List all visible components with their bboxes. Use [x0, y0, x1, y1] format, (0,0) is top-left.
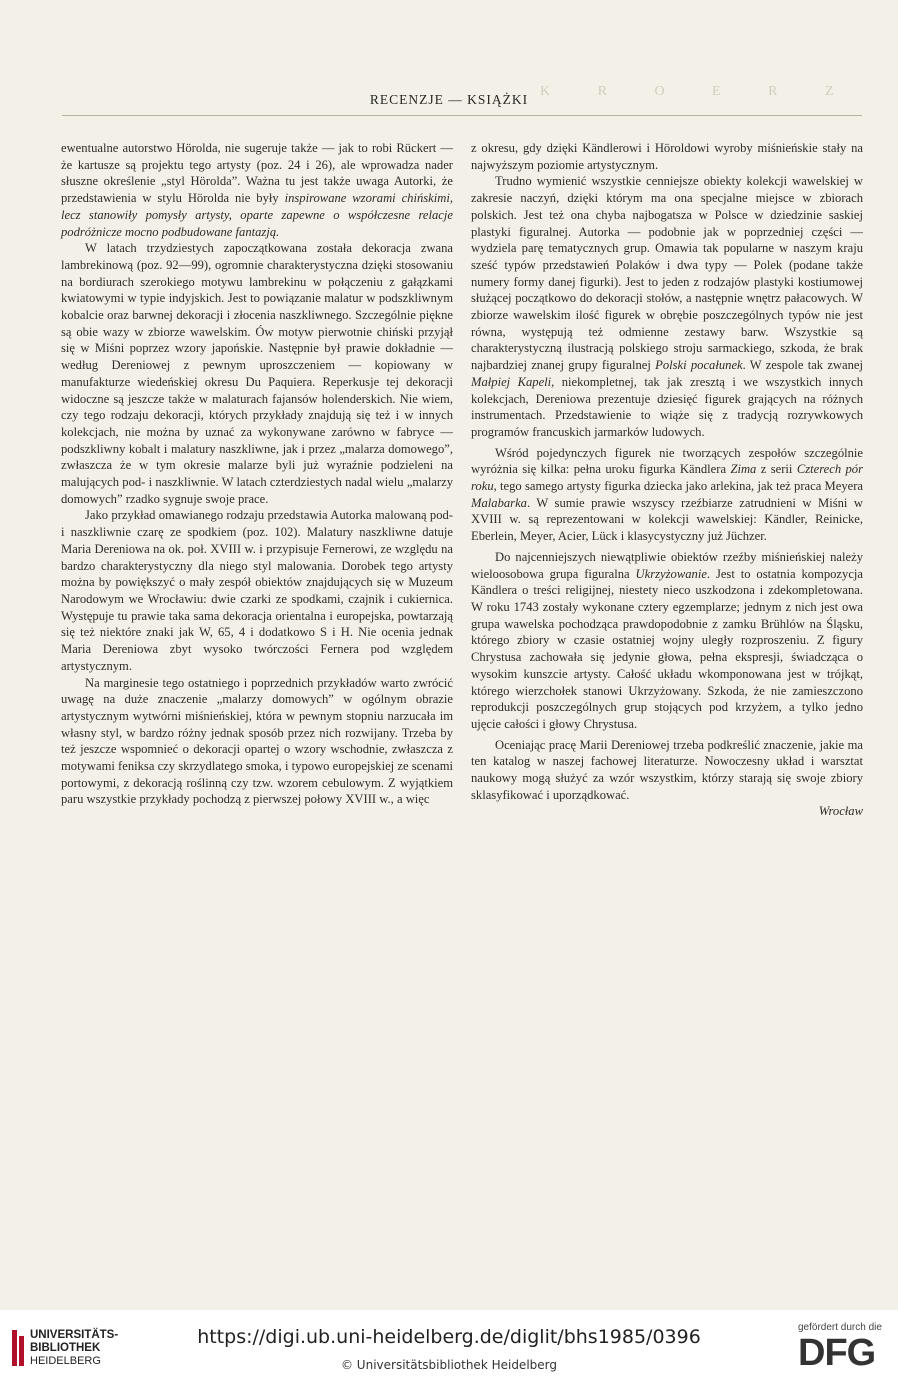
right-paragraph-2: Trudno wymienić wszystkie cenniejsze obiekty kolekcji wawelskiej w zakresie naczyń, dzięki którym ma ona specjalne miejsce w zbiorach polskich. Jest też ona chyba najbogatsza w Polsce w dziedzinie saskiej plastyki figuralnej. Autorka — podobnie jak w poprzedniej części — wydziela parę tematycznych grup. Omawia tak popularne w naszym kraju sześć typów przedstawień Polaków i dwa typy — Polek (podane także numery formy danej figurki). Jest to jeden z rodzajów plastyki kostiumowej służącej początkowo do dekoracji stołów, a następnie wnętrz pałacowych. W zbiorze wawelskim ilość figurek w obrębie poszczególnych typów nie jest równa, występują też odmienne zestawy barw. Wszystkie są charakterystyczną ilustracją polskiego stroju sarmackiego, szkoda, że brak najbardziej znanej grupy figuralnej Polski pocałunek. W zespole tak zwanej Małpiej Kapeli, niekompletnej, tak jak zresztą i we wszystkich innych kolekcjach, Dereniowa prezentuje dziesięć figurek grających na różnych instrumentach. Przedstawienie to wiąże się z tradycją rozrywkowych programów francuskich jarmarków ludowych. [471, 174, 864, 439]
dfg-wordmark: DFG [798, 1332, 876, 1374]
library-name-line-1: UNIVERSITÄTS- [30, 1329, 119, 1341]
viewer-footer [0, 1310, 898, 1382]
library-name-line-3: HEIDELBERG [30, 1355, 101, 1367]
left-column [61, 140, 453, 808]
header-rule [62, 115, 862, 116]
running-head: RECENZJE — KSIĄŻKI [369, 92, 529, 107]
library-name-line-2: BIBLIOTHEK [30, 1342, 101, 1354]
right-paragraph-4: Do najcenniejszych niewątpliwie obiektów rzeźby miśnieńskiej należy wieloosobowa grupa figuralna Ukrzyżowanie. Jest to ostatnia kompozycja Kändlera o treści religijnej, niestety nieco uszkodzona i zdekompletowana. W roku 1743 zostały wykonane cztery egzemplarze; jednym z nich jest owa grupa wawelska pochodząca prawdopodobnie z zamku Brühlów na Śląsku, którego zbiory w czasie ostatniej wojny uległy rozproszeniu. Z figury Chrystusa zachowała się jedynie głowa, pełna ekspresji, świadcząca o wysokim kunszcie artysty. Całość układu wkomponowana jest w trójkąt, którego wierzchołek stanowi Ukrzyżowany. Szkoda, że nie zamieszczono reprodukcji poszczególnych grup stojących pod krzyżem, a tylko jedno ujęcie całości i głowy Chrystusa. [471, 549, 864, 731]
permalink-url[interactable]: https://digi.ub.uni-heidelberg.de/diglit/bhs1985/0396 [197, 1326, 701, 1348]
left-paragraph-4: Na marginesie tego ostatniego i poprzednich przykładów warto zwrócić uwagę na duże znaczenie „malarzy domowych” w ogólnym obrazie artystycznym wytwórni miśnieńskiej, która w pewnym stopniu narzucała im własny styl, w bardzo różny jednak sposób przez nich rozwijany. Trzeba by też jeszcze wspomnieć o dekoracji opartej o wzory wschodnie, zwłaszcza z motywami feniksa czy skrzydlatego smoka, i typowo europejskiej ze scenami portowymi, z dekoracją roślinną czy tzw. wzorem cebulowym. Z wyjątkiem paru wszystkie przykłady pochodzą z pierwszej połowy XVIII w., a więc [61, 675, 453, 807]
dfg-funding-label: gefördert durch die [798, 1322, 882, 1333]
left-paragraph-1: ewentualne autorstwo Hörolda, nie sugeruje także — jak to robi Rückert — że kartusze są projektu tego artysty (poz. 24 i 26), ale wprowadza nader słuszne określenie „styl Hörolda”. Ważna tu jest także uwaga Autorki, że przedstawienia w stylu Hörolda nie były inspirowane wzorami chińskimi, lecz stanowiły pomysły artysty, oparte zapewne o współczesne relacje podróżnicze mocno podbudowane fantazją. [61, 141, 453, 239]
signature: Wrocław [818, 804, 863, 819]
dfg-logo[interactable] [798, 1322, 888, 1373]
right-column [471, 140, 863, 820]
left-paragraph-2: W latach trzydziestych zapoczątkowana została dekoracja zwana lambrekinową (poz. 92—99), ogromnie charakterystyczna dzięki stosowaniu na bordiurach szerokiego motywu lambrekinu w połączeniu z gałązkami kwiatowymi w typie indyjskich. Jest to powiązanie malatur w podszkliwnym kobalcie oraz barwnej dekoracji i złocenia naszkliwnego. Szczególnie piękne są obie wazy w zbiorze wawelskim. Ów motyw pierwotnie chiński przyjął się w Miśni poprzez wzory japońskie. Następnie był prawie dokładnie — według Dereniowej z pewnym uproszczeniem — kopiowany w manufakturze wiedeńskiej okresu Du Paquiera. Reperkusje tej dekoracji widoczne są jeszcze także w malaturach fajansów holenderskich. Nie wiem, czy tego rodzaju dekoracji, których przykłady znajdują się też i w innych kolekcjach, nie można by uznać za wykonywane zarówno w fabryce — podszkliwny kobalt i malatury naszkliwne, jak i przez „malarza domowego”, zwłaszcza że w tym okresie malarze byli już wyraźnie podzieleni na malujących pod- i naszkliwnie. W latach czterdziestych nadal wielu „malarzy domowych” rzadko sygnuje swoje prace. [61, 241, 453, 506]
right-paragraph-5: Oceniając pracę Marii Dereniowej trzeba podkreślić znaczenie, jakie ma ten katalog w naszej fachowej literaturze. Nowoczesny układ i warsztat naukowy mogą służyć za wzór wszystkim, którzy starają się swoje zbiory sklasyfikować i uporządkować. [471, 737, 863, 802]
bleed-through-heading: K R O E R Z [540, 84, 856, 99]
right-paragraph-3: Wśród pojedynczych figurek nie tworzących zespołów szczególnie wyróżnia się kilka: pełna uroku figurka Kändlera Zima z serii Czterech pór roku, tego samego artysty figurka dziecka jako arlekina, jak też praca Meyera Malabarka. W sumie prawie wszyscy rzeźbiarze zatrudnieni w Miśni w XVIII w. są reprezentowani w kolekcji wawelskiej: Kändler, Reinicke, Eberlein, Meyer, Acier, Lück i klasycystyczny już Jüchzer. [471, 445, 863, 544]
left-paragraph-3: Jako przykład omawianego rodzaju przedstawia Autorka malowaną pod- i naszkliwnie czarę ze spodkiem (poz. 102). Malatury naszkliwne datuje Maria Dereniowa na ok. poł. XVIII w. i przypisuje Fernerowi, ze względu na bardzo charakterystyczny dla niego styl malowania. Dorobek tego artysty można by powiększyć o mały zespół obiektów znajdujących się w Muzeum Narodowym we Wrocławiu: dwie czarki ze spodkami, czajnik i cukiernica. Występuje tu prawie taka sama dekoracja orientalna i europejska, powtarzają się też niektóre znaki jak W, 65, 4 i dodatkowo S i H. Nie ocenia jednak Maria Dereniowa zbyt wysoko twórczości Fernera pod względem artystycznym. [61, 508, 453, 673]
copyright-notice: © Universitätsbibliothek Heidelberg [340, 1358, 557, 1372]
right-paragraph-1: z okresu, gdy dzięki Kändlerowi i Höroldowi wyroby miśnieńskie stały na najwyższym poziomie artystycznym. [471, 141, 863, 172]
